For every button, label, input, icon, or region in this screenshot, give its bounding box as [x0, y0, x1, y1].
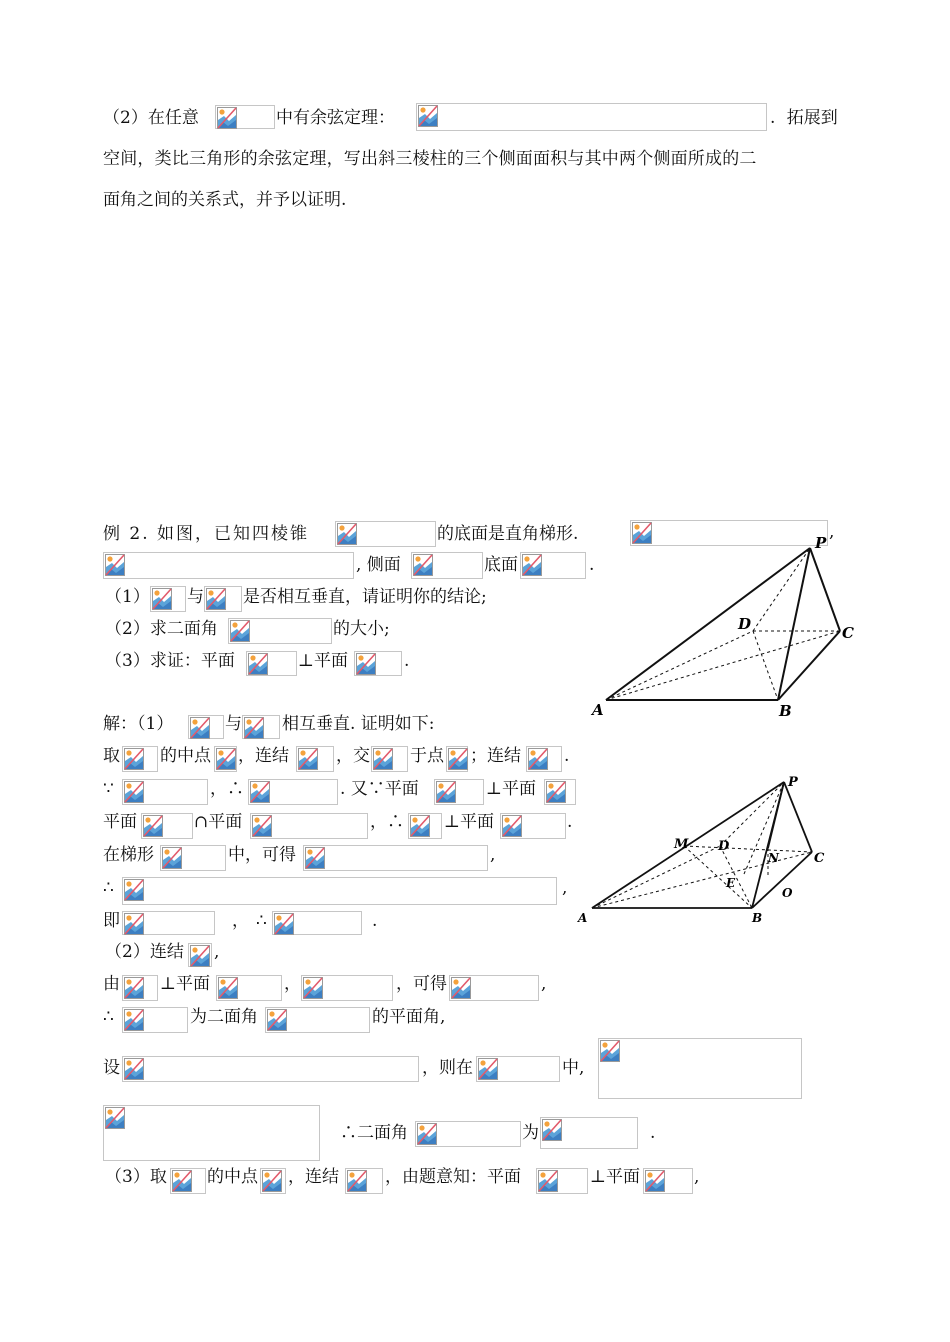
- text: 为: [522, 1123, 539, 1143]
- formula-image-icon: [526, 746, 562, 772]
- text: ∴: [256, 911, 267, 931]
- text: ，连结: [238, 746, 289, 766]
- formula-image-icon: [272, 911, 362, 935]
- text: ,: [829, 522, 835, 542]
- formula-image-icon: [122, 975, 158, 1001]
- text: （3）求证：平面: [105, 651, 235, 671]
- pyramid-figure-1: [590, 530, 865, 750]
- text: 为二面角: [190, 1007, 258, 1027]
- formula-image-icon: [188, 715, 224, 739]
- text: 平面: [103, 812, 137, 832]
- text: ，可得: [396, 974, 447, 994]
- text: 解：（1）: [103, 714, 174, 734]
- text: . 又∵平面: [340, 779, 419, 799]
- text: ，: [232, 911, 249, 931]
- text: ∴二面角: [340, 1123, 408, 1143]
- formula-image-icon: [371, 746, 408, 772]
- text: ，交: [336, 746, 370, 766]
- vertex-label: N: [768, 851, 779, 865]
- formula-image-icon: [643, 1168, 693, 1194]
- vertex-label: P: [788, 775, 798, 790]
- vertex-label: M: [674, 837, 689, 852]
- text: 与: [225, 714, 242, 734]
- formula-image-icon: [296, 746, 334, 772]
- vertex-label: D: [718, 839, 730, 854]
- formula-image-icon: [415, 1121, 521, 1147]
- formula-image-icon: [345, 1168, 383, 1194]
- text: .: [404, 651, 410, 671]
- formula-image-icon: [303, 845, 488, 871]
- text: （3）取: [105, 1167, 167, 1187]
- text: ⊥平面: [160, 974, 210, 994]
- vertex-label: A: [592, 701, 604, 719]
- formula-image-icon: [122, 779, 208, 805]
- text: ⊥平面: [486, 779, 536, 799]
- text: .: [650, 1123, 656, 1143]
- text: 由: [103, 974, 120, 994]
- formula-image-icon: [228, 618, 332, 644]
- text: , 侧面: [356, 555, 401, 575]
- formula-image-icon: [411, 552, 483, 579]
- text: ，∴: [370, 812, 404, 832]
- formula-image-icon: [122, 1007, 188, 1033]
- text: 是否相互垂直，请证明你的结论;: [243, 587, 487, 607]
- pyramid-figure-2: [572, 770, 862, 930]
- text: 即: [103, 911, 120, 931]
- text: （2）在任意: [103, 108, 199, 128]
- formula-image-icon: [449, 975, 539, 1001]
- text: ∴: [103, 878, 114, 898]
- text: ，由题意知：平面: [385, 1167, 521, 1187]
- text: .: [589, 555, 595, 575]
- text: （2）连结: [105, 942, 184, 962]
- text: ⊥平面: [298, 651, 348, 671]
- formula-image-icon: [246, 651, 297, 676]
- text: 的底面是直角梯形.: [437, 524, 579, 544]
- formula-image-icon: [122, 746, 158, 772]
- text: 底面: [484, 555, 518, 575]
- formula-image-icon: [408, 813, 442, 839]
- text: 中有余弦定理：: [276, 108, 395, 128]
- example-title: 例 2. 如图，已知四棱锥: [103, 524, 310, 544]
- text: 与: [187, 587, 204, 607]
- text: ,: [214, 942, 220, 962]
- formula-image-icon: [150, 586, 186, 612]
- formula-image-icon: [103, 552, 354, 579]
- text: 的平面角,: [372, 1007, 446, 1027]
- vertex-label: B: [779, 702, 792, 720]
- text: .: [567, 812, 573, 832]
- text: 空间，类比三角形的余弦定理，写出斜三棱柱的三个侧面面积与其中两个侧面所成的二: [103, 149, 757, 169]
- text: 中，可得: [228, 845, 296, 865]
- vertex-label: C: [842, 624, 854, 642]
- vertex-label: P: [815, 534, 827, 552]
- text: ∴: [103, 1007, 114, 1027]
- text: .: [564, 746, 570, 766]
- formula-image-icon: [204, 586, 242, 612]
- text: ,: [541, 974, 547, 994]
- text: ，则在: [422, 1058, 473, 1078]
- formula-image-icon: [248, 779, 338, 805]
- vertex-label: O: [782, 886, 793, 900]
- formula-image-icon: [434, 779, 484, 805]
- text: ,: [490, 845, 496, 865]
- formula-image-icon: [170, 1168, 206, 1194]
- text: . 拓展到: [770, 108, 838, 128]
- text: 取: [103, 746, 120, 766]
- formula-image-icon: [122, 1056, 419, 1082]
- formula-image-icon: [265, 1007, 370, 1033]
- formula-image-icon: [216, 975, 282, 1001]
- text: ⊥平面: [444, 812, 494, 832]
- text: 设: [103, 1058, 120, 1078]
- vertex-label: B: [752, 911, 763, 925]
- formula-image-icon: [540, 1117, 638, 1149]
- formula-image-icon: [214, 746, 237, 772]
- formula-image-icon: [188, 943, 212, 967]
- text: （2）求二面角: [105, 619, 218, 639]
- vertex-label: D: [738, 615, 752, 633]
- text: 在梯形: [103, 845, 154, 865]
- formula-image-icon: [500, 813, 566, 839]
- formula-image-icon: [416, 103, 767, 131]
- formula-image-icon: [536, 1168, 588, 1194]
- formula-image-icon: [260, 1168, 286, 1194]
- text: ∩平面: [194, 812, 243, 832]
- text: .: [372, 911, 378, 931]
- text: ；连结: [470, 746, 521, 766]
- text: 相互垂直. 证明如下:: [282, 714, 435, 734]
- text: ∵: [103, 779, 114, 799]
- text: 中,: [562, 1058, 585, 1078]
- formula-image-icon: [141, 813, 193, 839]
- text: 的中点: [160, 746, 211, 766]
- text: ，∴: [210, 779, 244, 799]
- text: 面角之间的关系式，并予以证明.: [103, 190, 347, 210]
- formula-image-icon: [301, 975, 393, 1001]
- formula-image-icon: [160, 845, 226, 871]
- formula-image-icon: [122, 911, 215, 935]
- text: ，: [284, 974, 301, 994]
- formula-image-icon: [598, 1038, 802, 1099]
- text: ⊥平面: [590, 1167, 640, 1187]
- formula-image-icon: [250, 813, 368, 839]
- text: ，连结: [288, 1167, 339, 1187]
- formula-image-icon: [215, 105, 275, 129]
- formula-image-icon: [122, 877, 557, 905]
- vertex-label: C: [814, 851, 825, 866]
- text: 的大小;: [333, 619, 390, 639]
- text: 的中点: [207, 1167, 258, 1187]
- formula-image-icon: [354, 651, 402, 676]
- formula-image-icon: [335, 521, 436, 547]
- formula-image-icon: [446, 746, 468, 772]
- formula-image-icon: [242, 715, 280, 739]
- vertex-label: A: [578, 911, 588, 925]
- formula-image-icon: [476, 1056, 560, 1082]
- formula-image-icon: [103, 1105, 320, 1161]
- text: 于点: [410, 746, 444, 766]
- text: ,: [694, 1167, 700, 1187]
- text: （1）: [105, 587, 150, 607]
- formula-image-icon: [520, 552, 586, 579]
- vertex-label: E: [726, 876, 736, 890]
- text: ,: [562, 878, 568, 898]
